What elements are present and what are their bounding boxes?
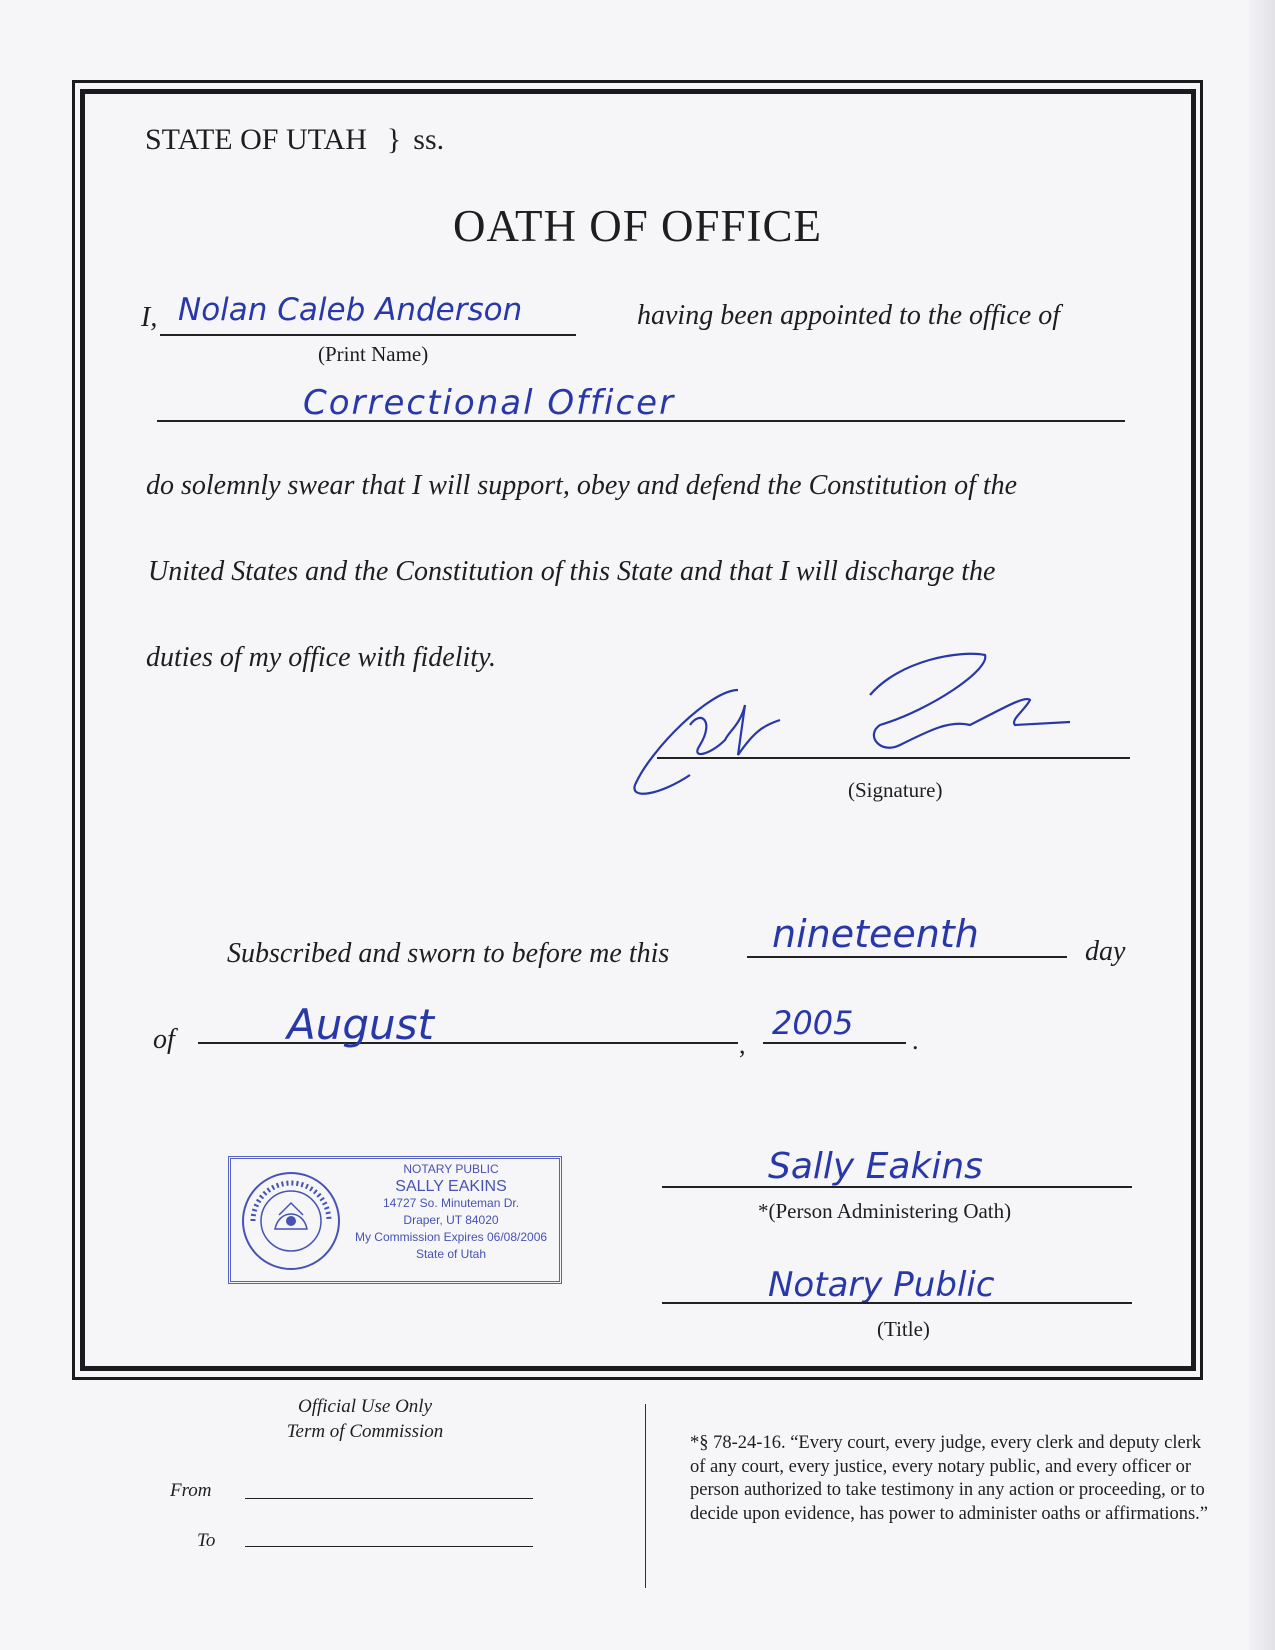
stamp-line-name: SALLY EAKINS — [395, 1178, 507, 1195]
oath-body-line-3: duties of my office with fidelity. — [146, 642, 496, 673]
venue-heading — [145, 123, 444, 157]
handwritten-month: August — [287, 1000, 434, 1049]
term-heading: Term of Commission — [286, 1421, 444, 1442]
month-line — [198, 1042, 738, 1044]
stamp-line-expiration: My Commission Expires 06/08/2006 — [354, 1230, 548, 1244]
day-line — [747, 956, 1067, 958]
title-line — [662, 1302, 1132, 1304]
i-prefix: I, — [141, 302, 158, 333]
from-line — [245, 1498, 533, 1499]
administrator-line — [662, 1186, 1132, 1188]
to-line — [245, 1546, 533, 1547]
stamp-line-city: Draper, UT 84020 — [403, 1213, 499, 1227]
stamp-line-address: 14727 So. Minuteman Dr. — [382, 1196, 520, 1210]
of-word: of — [153, 1024, 175, 1055]
title-caption: (Title) — [877, 1317, 930, 1341]
handwritten-administrator-signature: Sally Eakins — [768, 1146, 983, 1187]
handwritten-day: nineteenth — [772, 912, 979, 956]
notary-stamp — [228, 1156, 562, 1284]
state-name: STATE OF UTAH — [145, 123, 367, 156]
state-seal-image — [239, 1169, 343, 1273]
day-word: day — [1085, 936, 1126, 967]
handwritten-name: Nolan Caleb Anderson — [178, 292, 523, 328]
handwritten-title: Notary Public — [768, 1265, 995, 1305]
print-name-caption: (Print Name) — [318, 342, 429, 366]
to-label: To — [197, 1530, 216, 1551]
administrator-caption: *(Person Administering Oath) — [758, 1199, 1012, 1223]
year-line — [763, 1042, 906, 1044]
oath-body-line-1: do solemnly swear that I will support, obey and defend the Constitution of the — [146, 470, 1018, 501]
official-use-heading: Official Use Only — [297, 1396, 433, 1417]
stamp-line-state: State of Utah — [415, 1247, 487, 1261]
handwritten-office: Correctional Officer — [303, 383, 676, 423]
stamp-line-notary: NOTARY PUBLIC — [403, 1162, 499, 1176]
date-period: . — [912, 1026, 919, 1055]
signature-caption: (Signature) — [848, 778, 943, 802]
brace-glyph: } — [386, 123, 402, 156]
statute-note: *§ 78-24-16. “Every court, every judge, every clerk and deputy clerk of any court, every justice, every notary public, and every officer or person authorized to take testimony in any action or proceeding, or to decide upon evidence, has power to administer oaths or affirmations.” — [690, 1433, 1209, 1524]
signature-line — [657, 757, 1130, 759]
appointed-text: having been appointed to the office of — [637, 300, 1061, 331]
ss-abbreviation: ss. — [413, 123, 445, 156]
from-label: From — [170, 1480, 212, 1501]
sworn-text: Subscribed and sworn to before me this — [227, 938, 670, 969]
handwritten-year: 2005 — [772, 1004, 854, 1042]
oath-body-line-2: United States and the Constitution of this State and that I will discharge the — [148, 556, 996, 587]
date-comma: , — [739, 1030, 746, 1059]
footer-divider — [645, 1404, 646, 1588]
name-line — [160, 334, 576, 336]
document-title: OATH OF OFFICE — [452, 201, 823, 251]
